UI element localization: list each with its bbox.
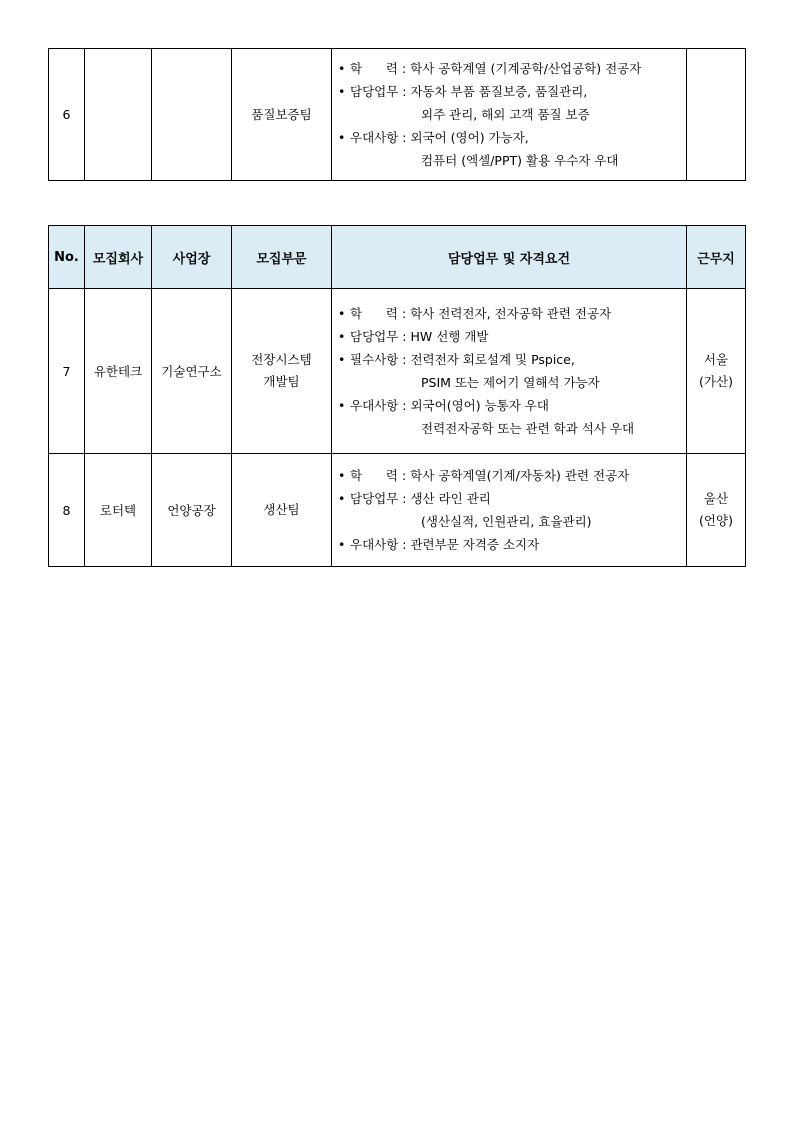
bullet: • [338,61,346,76]
duty-text: 자동차 부품 품질보증, 품질관리, [406,84,588,99]
bullet: • [338,306,346,321]
duty-text: 학사 공학계열(기계/자동차) 관련 전공자 [406,468,630,483]
location-line: 울산 [703,491,729,506]
duty-key: 우대사항 : [350,398,407,413]
duty-line [338,533,680,556]
bullet: • [338,398,346,413]
duty-line [338,302,680,325]
location-cell [687,289,746,454]
department-line: 품질보증팀 [251,106,312,122]
duties-cell [332,454,687,567]
duty-text: 학사 전력전자, 전자공학 관련 전공자 [406,306,612,321]
department-cell [232,49,332,181]
site-cell: 언양공장 [152,454,232,567]
duties-cell [332,49,687,181]
duty-line [338,80,680,103]
location-line: (언양) [699,513,733,528]
duty-line [338,394,680,417]
duty-text: 학사 공학계열 (기계공학/산업공학) 전공자 [406,61,642,76]
department-cell [232,454,332,567]
site-cell: 기술연구소 [152,289,232,454]
recruitment-table [48,225,746,567]
duties-cell [332,289,687,454]
department-line: 개발팀 [263,374,300,389]
table-row [49,289,746,454]
bullet: • [338,468,346,483]
duty-line [338,126,680,149]
duty-line-continued: PSIM 또는 제어기 열해석 가능자 [421,375,600,390]
duty-line-continued: (생산실적, 인원관리, 효율관리) [421,514,592,529]
duty-line-continued: 외주 관리, 해외 고객 품질 보증 [421,107,590,122]
duty-text: 전력전자 회로설계 및 Pspice, [406,352,575,367]
bullet: • [338,130,346,145]
header-department: 모집부문 [232,226,332,289]
header-no: No. [49,226,85,289]
bullet: • [338,537,346,552]
header-duties: 담당업무 및 자격요건 [332,226,687,289]
duty-key: 우대사항 : [350,130,407,145]
duty-key: 담당업무 : [350,329,407,344]
duty-line [338,487,680,510]
bullet: • [338,329,346,344]
row-number: 8 [49,454,85,567]
location-cell [687,454,746,567]
row-number: 6 [49,49,85,181]
table-header-row [49,226,746,289]
header-company: 모집회사 [85,226,152,289]
duty-key: 학 력 : [350,306,407,321]
table-row [49,454,746,567]
duty-key: 담당업무 : [350,84,407,99]
site-cell [152,49,232,181]
row-number: 7 [49,289,85,454]
duty-line [338,325,680,348]
department-cell [232,289,332,454]
duty-key: 담당업무 : [350,491,407,506]
duty-key: 우대사항 : [350,537,407,552]
recruitment-table-continued [48,48,746,181]
duty-key: 필수사항 : [350,352,407,367]
company-cell: 유한테크 [85,289,152,454]
duty-text: 관련부문 자격증 소지자 [406,537,540,552]
location-cell [687,49,746,181]
bullet: • [338,84,346,99]
duty-key: 학 력 : [350,468,407,483]
bullet: • [338,491,346,506]
duty-line [338,348,680,371]
department-line: 생산팀 [263,502,300,517]
duty-key: 학 력 : [350,61,407,76]
company-cell [85,49,152,181]
duty-text: HW 선행 개발 [406,329,489,344]
header-site: 사업장 [152,226,232,289]
header-location: 근무지 [687,226,746,289]
duty-line [338,57,680,80]
location-line: 서울 [703,352,729,367]
duty-line-continued: 컴퓨터 (엑셀/PPT) 활용 우수자 우대 [421,153,619,168]
duty-text: 외국어 (영어) 가능자, [406,130,529,145]
bullet: • [338,352,346,367]
company-cell: 로터텍 [85,454,152,567]
duty-text: 외국어(영어) 능통자 우대 [406,398,549,413]
department-line: 전장시스템 [251,352,312,367]
location-line: (가산) [699,374,733,389]
table-row [49,49,746,181]
duty-line-continued: 전력전자공학 또는 관련 학과 석사 우대 [421,421,635,436]
duty-text: 생산 라인 관리 [406,491,491,506]
duty-line [338,464,680,487]
